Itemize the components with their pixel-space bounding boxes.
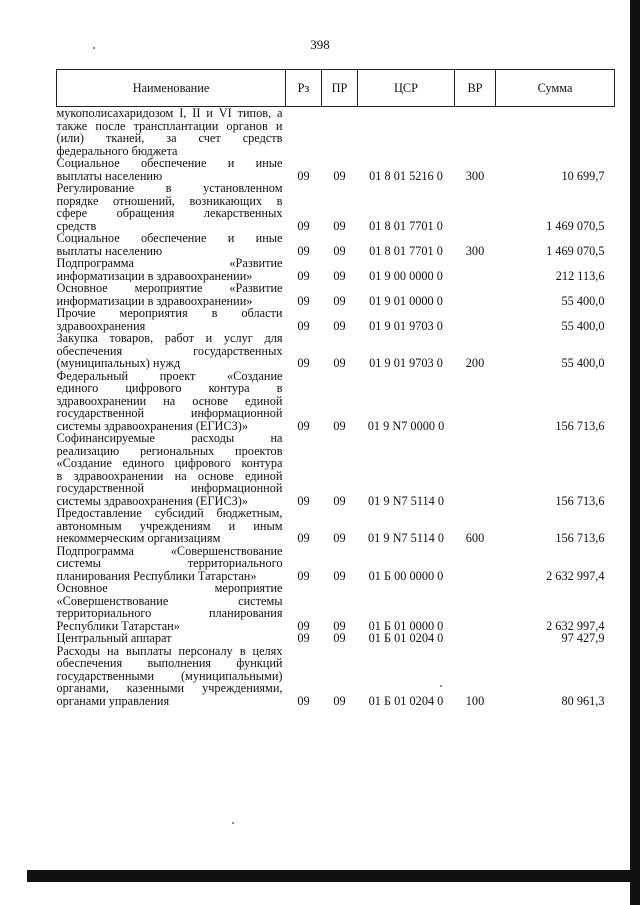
row-name-line: информатизации в здравоохранении» bbox=[56, 268, 253, 283]
row-vr bbox=[455, 257, 496, 282]
row-rz: 09 bbox=[297, 293, 310, 308]
row-name-line: федерального бюджета bbox=[56, 143, 178, 158]
row-vr bbox=[455, 107, 496, 158]
row-vr bbox=[455, 632, 496, 645]
row-name-line: Подпрограмма «Совершенствование bbox=[56, 543, 283, 558]
row-name-line: территориального планирования bbox=[56, 606, 283, 620]
row-vr bbox=[455, 182, 496, 232]
row-name-line: единого цифрового контура в bbox=[56, 381, 283, 395]
row-name-line: обеспечения государственных bbox=[56, 343, 283, 358]
row-name bbox=[57, 332, 286, 370]
table-row bbox=[57, 257, 615, 282]
row-name-line: (муниципальных) нужд bbox=[56, 356, 181, 370]
row-name-line: реализацию региональных проектов bbox=[56, 443, 283, 458]
row-sum: 212 113,6 bbox=[555, 268, 605, 283]
table-row bbox=[57, 432, 615, 507]
row-rz: 09 bbox=[297, 568, 310, 583]
table-header bbox=[57, 70, 615, 107]
header-pr: ПР bbox=[322, 70, 358, 107]
row-name-line: Основное мероприятие bbox=[56, 581, 283, 595]
row-sum bbox=[496, 107, 615, 158]
row-name-line: также после трансплантации органов и bbox=[56, 118, 283, 133]
row-name bbox=[57, 632, 286, 645]
row-name-line: государственными (муниципальными) bbox=[56, 668, 283, 683]
row-sum: 156 713,6 bbox=[555, 493, 605, 508]
table-row bbox=[57, 632, 615, 645]
row-csr: 01 Б 01 0204 0 bbox=[368, 631, 444, 645]
row-csr: 01 Б 01 0000 0 bbox=[368, 618, 444, 633]
row-pr: 09 bbox=[333, 531, 346, 545]
row-sum: 55 400,0 bbox=[561, 356, 605, 370]
row-name bbox=[57, 432, 286, 507]
row-name-line: государственной информационной bbox=[56, 406, 283, 420]
row-sum: 55 400,0 bbox=[561, 318, 605, 333]
row-rz: 09 bbox=[297, 168, 310, 183]
row-rz: 09 bbox=[297, 618, 310, 633]
row-name-line: системы здравоохранения (ЕГИСЗ)» bbox=[56, 418, 249, 433]
row-rz bbox=[286, 107, 322, 158]
row-rz: 09 bbox=[297, 693, 310, 708]
scan-bottom-edge bbox=[27, 870, 640, 882]
header-sum: Сумма bbox=[496, 70, 615, 107]
row-name-line: сфере обращения лекарственных bbox=[56, 206, 283, 220]
header-vr: ВР bbox=[455, 70, 496, 107]
table-row bbox=[57, 507, 615, 545]
row-name-line: здравоохранения bbox=[56, 318, 146, 333]
row-pr: 09 bbox=[333, 318, 346, 333]
table-row bbox=[57, 307, 615, 332]
row-csr: 01 8 01 5216 0 bbox=[369, 168, 443, 183]
table-row bbox=[57, 582, 615, 632]
row-rz: 09 bbox=[297, 243, 310, 258]
row-name-line: Регулирование в установленном bbox=[56, 181, 283, 195]
row-vr bbox=[455, 307, 496, 332]
row-vr bbox=[455, 432, 496, 507]
row-rz: 09 bbox=[297, 356, 310, 370]
row-csr: 01 9 N7 5114 0 bbox=[367, 493, 445, 508]
row-rz: 09 bbox=[297, 493, 310, 508]
row-name-line: обеспечения выполнения функций bbox=[56, 656, 283, 670]
row-name-line: (или) тканей, за счет средств bbox=[56, 131, 283, 145]
row-name-line: Социальное обеспечение и иные bbox=[56, 231, 283, 245]
row-pr: 09 bbox=[333, 243, 346, 258]
row-sum: 156 713,6 bbox=[555, 531, 605, 545]
row-pr: 09 bbox=[333, 618, 346, 633]
row-name-line: государственной информационной bbox=[56, 481, 283, 495]
page-number: 398 bbox=[310, 37, 330, 52]
row-vr bbox=[455, 582, 496, 632]
row-rz: 09 bbox=[297, 531, 310, 545]
row-name-line: выплаты населению bbox=[56, 168, 163, 183]
row-sum: 2 632 997,4 bbox=[546, 618, 605, 633]
row-csr: 01 9 N7 5114 0 bbox=[367, 531, 445, 545]
row-name bbox=[57, 545, 286, 583]
row-vr: 100 bbox=[465, 693, 485, 708]
row-vr: 300 bbox=[465, 243, 485, 258]
row-pr: 09 bbox=[333, 218, 346, 233]
row-name-line: Федеральный проект «Создание bbox=[56, 368, 283, 383]
row-name bbox=[57, 182, 286, 232]
row-name-line: Предоставление субсидий бюджетным, bbox=[56, 506, 283, 520]
table-row bbox=[57, 332, 615, 370]
row-pr bbox=[322, 107, 358, 158]
row-pr: 09 bbox=[333, 631, 346, 645]
table-row bbox=[57, 645, 615, 708]
row-name-line: Прочие мероприятия в области bbox=[56, 306, 283, 320]
row-name-line: автономным учреждениям и иным bbox=[56, 518, 283, 533]
scan-speck bbox=[440, 685, 442, 687]
row-name-line: информатизации в здравоохранении» bbox=[56, 293, 253, 308]
scan-speck bbox=[232, 822, 234, 824]
row-sum: 10 699,7 bbox=[561, 168, 605, 183]
row-pr: 09 bbox=[333, 293, 346, 308]
table-row bbox=[57, 157, 615, 182]
row-name-line: Расходы на выплаты персоналу в целях bbox=[56, 643, 283, 658]
row-name bbox=[57, 157, 286, 182]
row-pr: 09 bbox=[333, 356, 346, 370]
row-vr: 200 bbox=[465, 356, 485, 370]
row-name-line: порядке отношений, возникающих в bbox=[56, 193, 283, 208]
row-sum: 2 632 997,4 bbox=[546, 568, 605, 583]
table-row bbox=[57, 545, 615, 583]
row-csr: 01 8 01 7701 0 bbox=[369, 243, 443, 258]
budget-table bbox=[56, 69, 615, 707]
row-sum: 55 400,0 bbox=[561, 293, 605, 308]
table-row bbox=[57, 232, 615, 257]
row-name-line: планирования Республики Татарстан» bbox=[56, 568, 257, 583]
row-name-line: «Создание единого цифрового контура bbox=[56, 456, 283, 470]
table-body bbox=[57, 107, 615, 708]
row-name-line: средств bbox=[56, 218, 97, 233]
scan-right-edge bbox=[630, 0, 640, 905]
row-rz: 09 bbox=[297, 268, 310, 283]
row-name-line: Республики Татарстан» bbox=[56, 618, 180, 633]
row-vr bbox=[455, 545, 496, 583]
row-name bbox=[57, 370, 286, 433]
row-name-line: мукополисахаридозом I, II и VI типов, а bbox=[56, 106, 283, 120]
header-rz: Рз bbox=[286, 70, 322, 107]
table-row bbox=[57, 182, 615, 232]
table-row bbox=[57, 282, 615, 307]
row-vr: 300 bbox=[465, 168, 485, 183]
row-name bbox=[57, 507, 286, 545]
row-name-line: Центральный аппарат bbox=[56, 631, 172, 645]
scan-speck bbox=[93, 47, 95, 49]
row-name-line: системы здравоохранения (ЕГИСЗ)» bbox=[56, 493, 249, 508]
row-vr bbox=[455, 282, 496, 307]
row-csr: 01 Б 01 0204 0 bbox=[368, 693, 444, 708]
row-sum: 1 469 070,5 bbox=[546, 243, 605, 258]
row-name bbox=[57, 282, 286, 307]
row-vr bbox=[455, 370, 496, 433]
header-name: Наименование bbox=[57, 70, 286, 107]
row-name-line: в здравоохранении на основе единой bbox=[56, 468, 283, 483]
row-sum: 97 427,9 bbox=[561, 631, 605, 645]
table-row bbox=[57, 107, 615, 158]
row-vr: 600 bbox=[465, 531, 485, 545]
row-rz: 09 bbox=[297, 218, 310, 233]
row-name-line: здравоохранении на основе единой bbox=[56, 393, 283, 408]
row-name bbox=[57, 107, 286, 158]
row-name bbox=[57, 582, 286, 632]
row-sum: 156 713,6 bbox=[555, 418, 605, 433]
row-name bbox=[57, 232, 286, 257]
row-name-line: системы территориального bbox=[56, 556, 283, 570]
row-name bbox=[57, 257, 286, 282]
row-name-line: Социальное обеспечение и иные bbox=[56, 156, 283, 170]
row-rz: 09 bbox=[297, 418, 310, 433]
row-csr bbox=[358, 107, 455, 158]
row-sum: 1 469 070,5 bbox=[546, 218, 605, 233]
row-rz: 09 bbox=[297, 631, 310, 645]
row-name-line: Софинансируемые расходы на bbox=[56, 431, 283, 445]
row-pr: 09 bbox=[333, 268, 346, 283]
row-name-line: Основное мероприятие «Развитие bbox=[56, 281, 283, 295]
row-csr: 01 9 01 9703 0 bbox=[369, 356, 443, 370]
row-rz: 09 bbox=[297, 318, 310, 333]
row-csr: 01 9 01 9703 0 bbox=[369, 318, 443, 333]
row-name-line: некоммерческим организациям bbox=[56, 531, 221, 545]
row-csr: 01 9 N7 0000 0 bbox=[367, 418, 445, 433]
row-pr: 09 bbox=[333, 568, 346, 583]
row-csr: 01 Б 00 0000 0 bbox=[368, 568, 444, 583]
row-name-line: Закупка товаров, работ и услуг для bbox=[56, 331, 283, 345]
row-name-line: выплаты населению bbox=[56, 243, 163, 258]
row-pr: 09 bbox=[333, 493, 346, 508]
row-name bbox=[57, 307, 286, 332]
row-name-line: Подпрограмма «Развитие bbox=[56, 256, 283, 270]
row-pr: 09 bbox=[333, 693, 346, 708]
row-csr: 01 8 01 7701 0 bbox=[369, 218, 443, 233]
row-name-line: органами, казенными учреждениями, bbox=[56, 681, 283, 695]
row-sum: 80 961,3 bbox=[561, 693, 605, 708]
row-pr: 09 bbox=[333, 168, 346, 183]
row-name-line: органами управления bbox=[56, 693, 170, 708]
row-name bbox=[57, 645, 286, 708]
table-row bbox=[57, 370, 615, 433]
row-pr: 09 bbox=[333, 418, 346, 433]
header-csr: ЦСР bbox=[358, 70, 455, 107]
row-name-line: «Совершенствование системы bbox=[56, 593, 283, 608]
row-csr: 01 9 01 0000 0 bbox=[369, 293, 443, 308]
row-csr: 01 9 00 0000 0 bbox=[369, 268, 443, 283]
